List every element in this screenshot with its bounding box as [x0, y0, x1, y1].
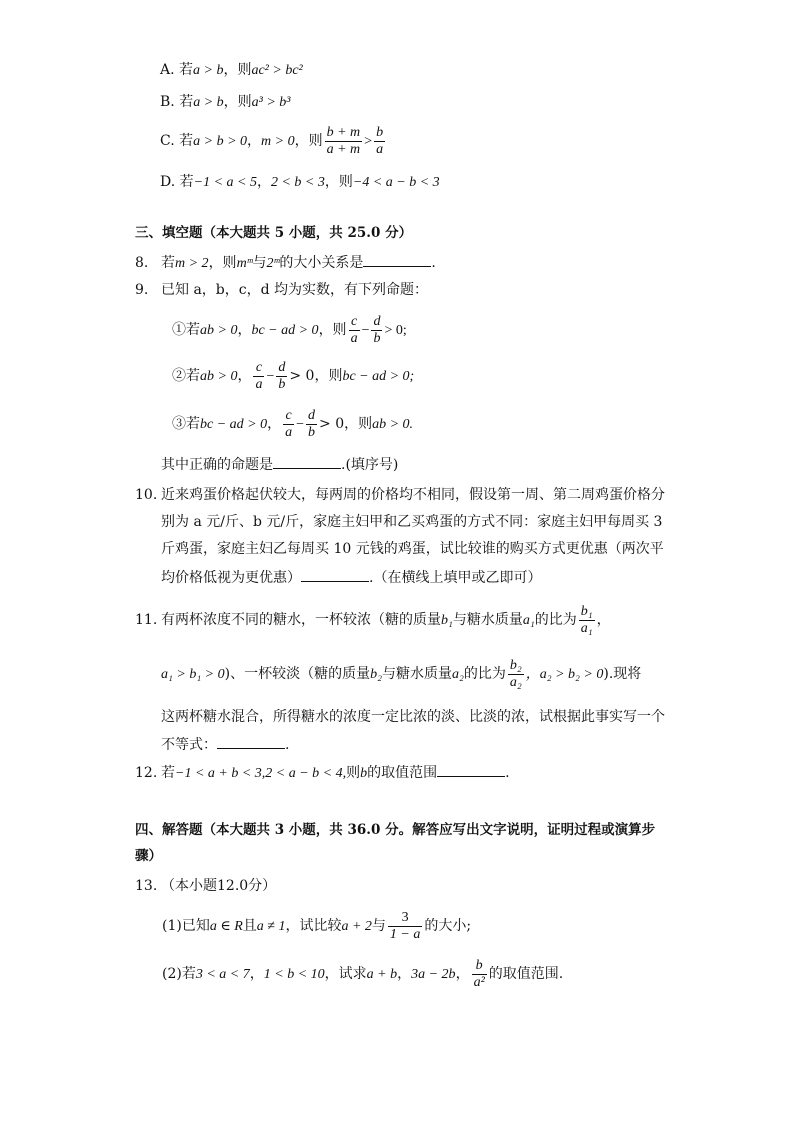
text: 与糖水质量: [452, 612, 523, 628]
text: 若: [179, 174, 194, 190]
denominator: a²: [473, 974, 485, 990]
question-text: 斤鸡蛋，家庭主妇乙每周买 10 元钱的鸡蛋，试比较谁的购买方式更优惠（两次平: [161, 541, 664, 557]
answer-blank: [437, 762, 505, 777]
text: ，则: [208, 255, 237, 271]
text: > 0，则: [319, 416, 373, 432]
denominator: b: [308, 424, 316, 440]
option-label: C.: [160, 133, 175, 149]
math: b₂: [370, 667, 382, 682]
math: −4 < a − b < 3: [352, 175, 440, 190]
math: −1 < a + b < 3,2 < a − b < 4,: [175, 766, 347, 781]
denominator: a₂: [509, 674, 522, 690]
option-label: D.: [160, 174, 176, 190]
math: 2ᵐ: [266, 256, 280, 271]
numerator: b + m: [326, 124, 361, 140]
math: ab > 0: [200, 369, 238, 384]
question-number: 10.: [135, 487, 158, 503]
text: ，: [455, 966, 470, 982]
math: 3a − 2b: [411, 967, 456, 982]
fraction: [306, 408, 317, 441]
question-number: 13.: [135, 878, 158, 894]
text: 有两杯浓度不同的糖水，一杯较浓（糖的质量: [161, 612, 441, 628]
text: 若: [161, 255, 175, 271]
math: 2 < b < 3: [270, 175, 325, 190]
fraction: [371, 314, 382, 347]
answer-blank: [273, 454, 341, 469]
text: 其中正确的命题是: [161, 457, 273, 473]
q9-proposition-1: [172, 312, 407, 349]
numerator: 3: [388, 910, 422, 927]
answer-blank: [301, 567, 369, 582]
q9-proposition-3: [172, 406, 413, 443]
option-label: B.: [160, 94, 175, 110]
denominator: a: [376, 141, 384, 157]
text: 若: [179, 133, 194, 149]
text: 若: [161, 765, 175, 781]
math: mᵐ: [236, 256, 253, 271]
fraction: [472, 958, 487, 991]
numerator: b: [376, 124, 384, 140]
option-a: [160, 60, 303, 81]
fraction: [508, 658, 524, 691]
math: m > 2: [175, 256, 209, 271]
text: 的取值范围.: [488, 966, 564, 982]
text: ，试求: [324, 966, 367, 982]
text: > 0，则: [289, 368, 343, 384]
question-text: （本小题12.0分）: [161, 878, 277, 894]
text: 均价格低视为更优惠）: [161, 570, 301, 586]
q13-part-1: [162, 904, 471, 949]
question-text: 这两杯糖水混合，所得糖水的浓度一定比浓的淡、比淡的浓，试根据此事实写一个: [161, 709, 665, 725]
answer-blank: [217, 734, 285, 749]
question-12: [135, 762, 510, 784]
text: ，: [596, 612, 611, 628]
text: ，: [397, 966, 412, 982]
math: bc − ad > 0;: [342, 369, 415, 384]
text: 的大小关系是: [279, 255, 364, 271]
numerator: c: [283, 408, 294, 425]
math: 1 < b < 10: [263, 967, 325, 982]
math: a³ > b³: [251, 95, 291, 110]
section-heading-continued: 骤）: [135, 848, 162, 864]
denominator: a: [255, 376, 263, 392]
text: 若: [179, 62, 194, 78]
text: 与: [252, 255, 267, 271]
math: a > b > 0: [193, 134, 248, 149]
denominator: b: [278, 376, 286, 392]
text: 的比为: [463, 666, 506, 682]
text: 的取值范围: [367, 765, 438, 781]
math: a + b: [366, 967, 398, 982]
text: ，则: [324, 174, 353, 190]
question-number: 9.: [135, 282, 149, 298]
question-text: 别为 a 元/斤、b 元/斤，家庭主妇甲和乙买鸡蛋的方式不同：家庭主妇甲每周买 3: [161, 514, 663, 530]
q10-line-4: [161, 567, 541, 588]
question-10: [135, 485, 665, 505]
text: (2)若: [162, 966, 196, 982]
denominator: a + m: [326, 141, 361, 157]
math: ac² > bc²: [251, 63, 303, 78]
text: )、一杯较淡（糖的质量: [224, 666, 371, 682]
fraction: [253, 360, 264, 393]
q9-proposition-2: [172, 358, 414, 395]
text: ).现将: [603, 666, 642, 682]
text: (1)已知: [162, 918, 210, 934]
text: ，: [247, 133, 262, 149]
question-text: 近来鸡蛋价格起伏较大，每两周的价格均不相同，假设第一周、第二周鸡蛋价格分: [161, 487, 665, 503]
math: a + 2: [341, 919, 372, 934]
text: 的大小;: [424, 918, 472, 934]
math: bc − ad > 0: [251, 323, 319, 338]
math: −: [296, 417, 305, 432]
math: a₁: [522, 613, 535, 628]
fraction: [374, 125, 385, 158]
math: > 0;: [384, 323, 407, 338]
text: 与: [371, 918, 386, 934]
math: a₁ > b₁ > 0: [161, 667, 225, 682]
text: 则: [346, 765, 361, 781]
text: .: [285, 737, 290, 753]
text: 若: [179, 94, 194, 110]
text: ①若: [172, 322, 200, 338]
question-number: 11.: [135, 612, 158, 628]
text: ，则: [223, 94, 252, 110]
fraction: [349, 314, 360, 347]
numerator: c: [253, 360, 264, 377]
text: .(填序号): [341, 457, 399, 473]
option-c: [160, 122, 387, 161]
question-8: 8. 若m > 2，则mᵐ与2ᵐ的大小关系是 .: [135, 252, 436, 274]
math: ab > 0.: [372, 417, 414, 432]
text: ，试比较: [285, 918, 342, 934]
denominator: a: [285, 424, 293, 440]
math: a > b: [193, 63, 224, 78]
math: bc − ad > 0: [200, 417, 268, 432]
option-b: [160, 92, 291, 113]
section-heading: 四、解答题（本大题共 3 小题，共 36.0 分。解答应写出文字说明，证明过程或演算步: [135, 822, 656, 838]
q13-part-2: [162, 954, 563, 995]
text: ，则: [294, 133, 323, 149]
question-text: 已知 a，b，c，d 均为实数，有下列命题：: [161, 282, 429, 298]
text: 与糖水质量: [381, 666, 452, 682]
math: b: [360, 766, 368, 781]
numerator: d: [373, 313, 381, 329]
fraction: [276, 360, 287, 393]
text: ，则: [318, 322, 347, 338]
q9-ask: [161, 454, 398, 475]
fraction: [283, 408, 294, 441]
section-heading: 三、填空题（本大题共 5 小题，共 25.0 分）: [135, 225, 413, 241]
math: ，a₂ > b₂ > 0: [525, 667, 604, 682]
numerator: d: [278, 359, 286, 375]
option-label: A.: [160, 62, 175, 78]
fraction: [325, 125, 363, 158]
text: ，: [249, 966, 264, 982]
q11-line-2: [161, 654, 641, 695]
text: 且: [242, 918, 257, 934]
q11-line-4: [161, 734, 289, 755]
denominator: b: [373, 330, 381, 346]
text: ，: [237, 368, 252, 384]
numerator: b₁: [580, 603, 593, 619]
text: .（在横线上填甲或乙即可）: [369, 570, 542, 586]
numerator: b₂: [509, 657, 522, 673]
question-number: 8.: [135, 255, 149, 271]
answer-blank: [363, 252, 431, 267]
question-9: [135, 280, 428, 300]
denominator: 1 − a: [389, 926, 421, 942]
denominator: a: [350, 330, 358, 346]
math: −1 < a < 5: [193, 175, 257, 190]
text: ，: [256, 174, 271, 190]
math: −: [361, 323, 370, 338]
fraction: [388, 910, 422, 943]
math: ab > 0: [200, 323, 238, 338]
text: 不等式：: [161, 737, 217, 753]
question-number: 12.: [135, 765, 158, 781]
math: 3 < a < 7: [195, 967, 250, 982]
math: m > 0: [261, 134, 295, 149]
text: ，则: [223, 62, 252, 78]
text: ，: [267, 416, 282, 432]
numerator: d: [308, 407, 316, 423]
question-13: [135, 876, 276, 896]
numerator: b: [472, 958, 487, 975]
denominator: a₁: [580, 620, 593, 636]
option-d: [160, 172, 440, 193]
math: a ≠ 1: [256, 919, 286, 934]
text: ③若: [172, 416, 200, 432]
text: ②若: [172, 368, 200, 384]
question-11: [135, 600, 611, 641]
text: 的比为: [534, 612, 577, 628]
math: −: [266, 369, 275, 384]
fraction: [579, 604, 595, 637]
math: a ∈ R: [209, 919, 243, 934]
math: a₂: [451, 667, 464, 682]
math: a > b: [193, 95, 224, 110]
math: >: [364, 134, 373, 149]
numerator: c: [349, 314, 360, 331]
text: .: [505, 765, 510, 781]
text: ，: [237, 322, 252, 338]
math: b₁: [441, 613, 453, 628]
